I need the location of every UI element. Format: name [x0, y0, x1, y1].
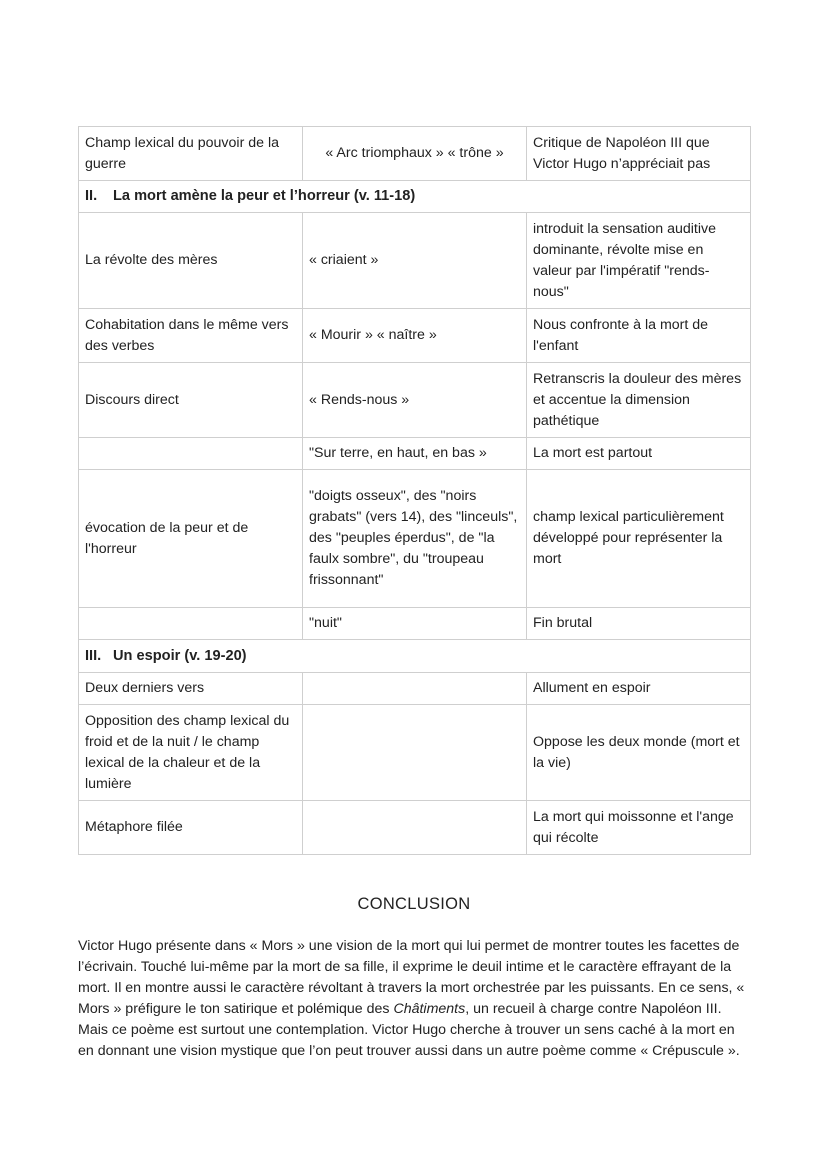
table-cell-effect: Retranscris la douleur des mères et accentue la dimension pathétique	[527, 363, 751, 438]
table-cell-quote: « Rends-nous »	[303, 363, 527, 438]
table-cell-figure: Champ lexical du pouvoir de la guerre	[79, 127, 303, 181]
table-cell-figure: évocation de la peur et de l'horreur	[79, 470, 303, 608]
section-number: II.	[85, 188, 98, 204]
table-row	[79, 470, 751, 608]
table-cell-effect: Oppose les deux monde (mort et la vie)	[527, 705, 751, 801]
table-cell-figure	[79, 438, 303, 470]
section-heading	[79, 181, 751, 213]
conclusion-text-part-1: Victor Hugo présente dans « Mors » une vision de la mort qui lui permet de montrer toutes les facettes de l’écrivain. Touché lui-même par la mort de sa fille, il exprime le deuil intime et le caractère effrayant de la mort. Il en montre aussi le caractère révoltant à travers la mort orchestrée par les puissants. En ce sens, « Mors » préfigure le ton satirique et polémique des	[78, 938, 745, 1017]
section-heading-row	[79, 640, 751, 673]
table-cell-figure: Cohabitation dans le même vers des verbes	[79, 309, 303, 363]
table-row	[79, 127, 751, 181]
table-cell-figure: Métaphore filée	[79, 801, 303, 855]
table-cell-figure: Deux derniers vers	[79, 673, 303, 705]
table-cell-quote: « Arc triomphaux » « trône »	[303, 127, 527, 181]
table-cell-quote: « criaient »	[303, 213, 527, 309]
table-cell-effect: champ lexical particulièrement développé pour représenter la mort	[527, 470, 751, 608]
table-cell-figure: Opposition des champ lexical du froid et de la nuit / le champ lexical de la chaleur et de la lumière	[79, 705, 303, 801]
analysis-table	[78, 126, 751, 855]
table-row	[79, 363, 751, 438]
table-cell-quote	[303, 801, 527, 855]
conclusion-paragraph	[78, 936, 750, 1062]
table-row	[79, 608, 751, 640]
book-title-chatiments: Châtiments	[393, 1001, 466, 1017]
table-cell-effect: introduit la sensation auditive dominante, révolte mise en valeur par l'impératif "rends-nous"	[527, 213, 751, 309]
table-cell-quote: "nuit"	[303, 608, 527, 640]
table-cell-quote	[303, 673, 527, 705]
section-heading	[79, 640, 751, 673]
section-number: III.	[85, 647, 102, 664]
table-row	[79, 309, 751, 363]
table-row	[79, 213, 751, 309]
table-row	[79, 438, 751, 470]
table-row	[79, 801, 751, 855]
table-cell-quote: « Mourir » « naître »	[303, 309, 527, 363]
table-cell-effect: Nous confronte à la mort de l'enfant	[527, 309, 751, 363]
table-cell-figure: Discours direct	[79, 363, 303, 438]
conclusion-text-part-2: , un recueil à charge contre Napoléon III. Mais ce poème est surtout une contemplation. Victor Hugo cherche à trouver un sens caché à la mort en en donnant une vision mystique que l’on peut trouver aussi dans un autre poème comme « Crépuscule ».	[78, 1001, 740, 1059]
section-heading-row	[79, 181, 751, 213]
table-cell-figure	[79, 608, 303, 640]
table-cell-figure: La révolte des mères	[79, 213, 303, 309]
conclusion-heading: CONCLUSION	[357, 895, 471, 913]
table-row	[79, 673, 751, 705]
table-cell-effect: Fin brutal	[527, 608, 751, 640]
section-title: La mort amène la peur et l’horreur (v. 11-18)	[113, 188, 416, 204]
table-row	[79, 705, 751, 801]
table-cell-effect: La mort est partout	[527, 438, 751, 470]
table-cell-quote: "doigts osseux", des "noirs grabats" (vers 14), des "linceuls", des "peuples éperdus", de "la faulx sombre", du "troupeau frissonnant"	[303, 470, 527, 608]
table-cell-quote: "Sur terre, en haut, en bas »	[303, 438, 527, 470]
section-title: Un espoir (v. 19-20)	[113, 647, 247, 664]
table-cell-effect: La mort qui moissonne et l'ange qui récolte	[527, 801, 751, 855]
table-cell-effect: Allument en espoir	[527, 673, 751, 705]
table-cell-effect: Critique de Napoléon III que Victor Hugo n’appréciait pas	[527, 127, 751, 181]
table-cell-quote	[303, 705, 527, 801]
